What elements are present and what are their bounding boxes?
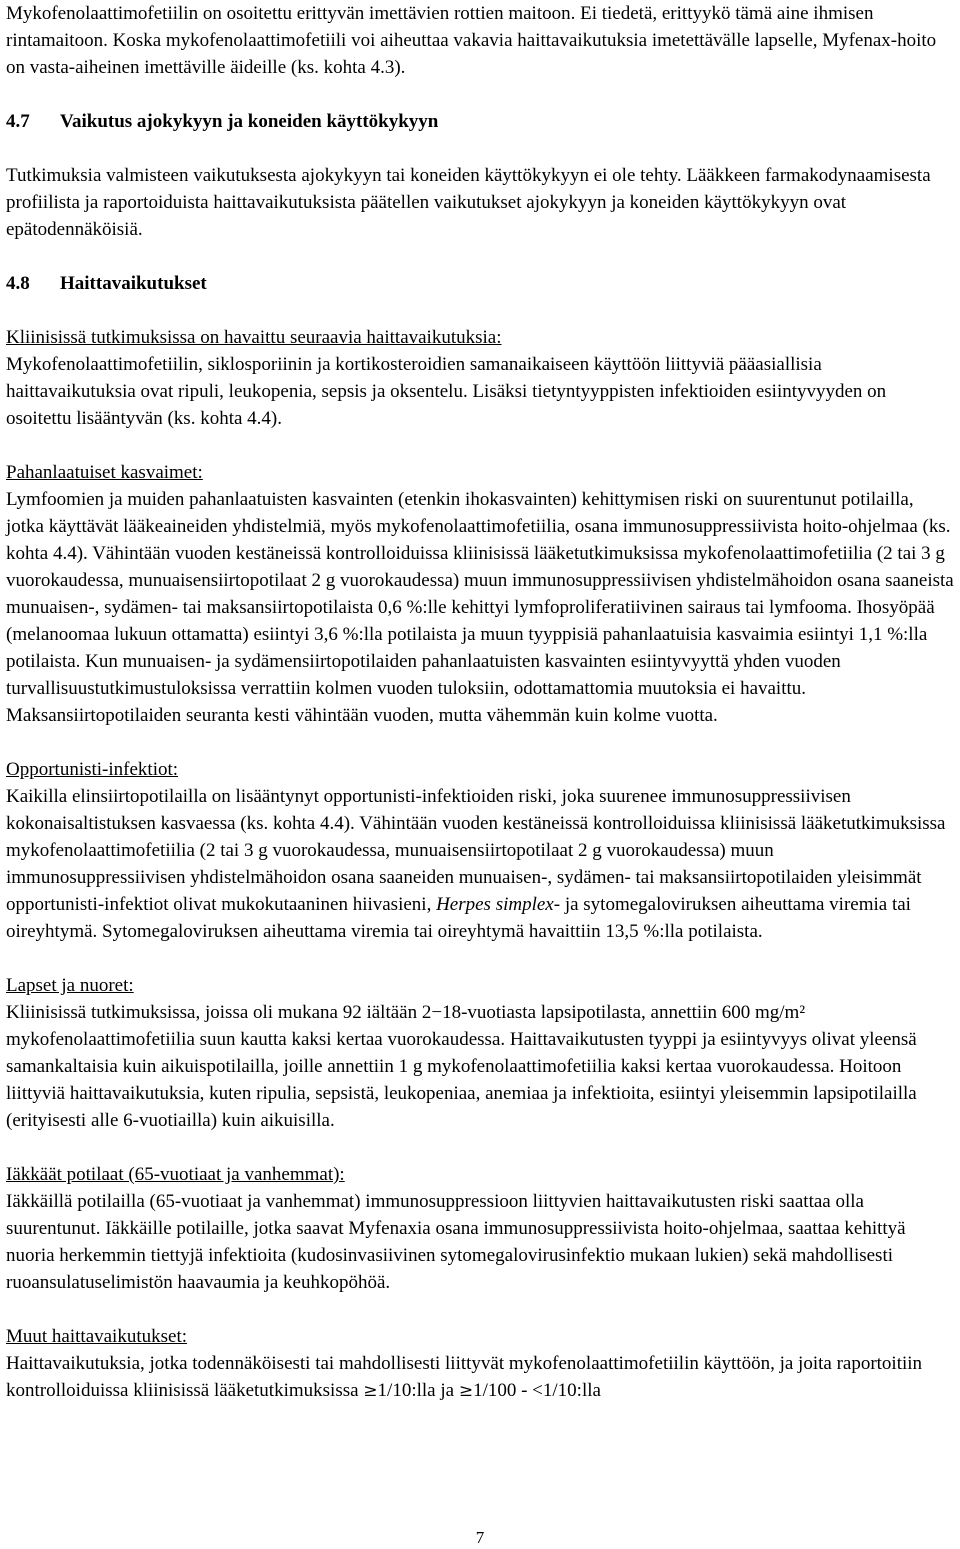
opportunistic-text-1: Kaikilla elinsiirtopotilailla on lisääntynyt opportunisti-infektioiden riski, joka suurenee immunosuppressiivisen kokonaisaltistuksen kasvaessa (ks. kohta 4.4). Vähintään vuoden kestäneissä kontrolloiduissa kliinisissä lääketutkimuksissa mykofenolaattimofetiilia (2 tai 3 g vuorokaudessa, munuaisensiirtopotilaat 2 g vuorokaudessa) muun immunosuppressiivisen yhdistelmähoidon osana saaneiden munuaisen-, sydämen- tai maksansiirtopotilaiden yleisimmät opportunisti-infektiot olivat mukokutaaninen hiivasieni, — [6, 786, 946, 915]
subheading-opportunistic: Opportunisti-infektiot: — [6, 759, 179, 780]
other-text: Haittavaikutuksia, jotka todennäköisesti tai mahdollisesti liittyvät mykofenolaattimofetiilin käyttöön, ja joita raportoitiin kontrolloiduissa kliinisissä lääketutkimuksissa — [6, 1353, 923, 1401]
frequency-a: 1/10:lla ja — [377, 1380, 459, 1401]
subheading-clinical: Kliinisissä tutkimuksissa on havaittu seuraavia haittavaikutuksia: — [6, 327, 502, 348]
pathogen-name: Herpes simplex — [436, 894, 554, 915]
frequency-b: 1/100 - <1/10:lla — [473, 1380, 601, 1401]
opportunistic-text-2: - ja sytomegaloviruksen aiheuttama viremia tai oireyhtymä. Sytomegaloviruksen aiheuttama viremia tai oireyhtymä havaittiin 13,5 %:lla potilaista. — [6, 894, 911, 942]
section-title: Vaikutus ajokykyyn ja koneiden käyttökykyyn — [60, 111, 439, 132]
ge-symbol: ≥ — [363, 1381, 378, 1401]
elderly-body: Iäkkäillä potilailla (65-vuotiaat ja vanhemmat) immunosuppressioon liittyvien haittavaikutusten riski saattaa olla suurentunut. Iäkkäille potilaille, jotka saavat Myfenaxia osana immunosuppressiivista hoito-ohjelmaa, saattaa kehittyä nuoria herkemmin tiettyjä infektioita (kudosinvasiivinen sytomegalovirusinfektio mukaan lukien) sekä mahdollisesti ruoansulatuselimistön haavaumia ja keuhkopöhöä. — [6, 1191, 906, 1293]
intro-paragraph: Mykofenolaattimofetiilin on osoitettu erittyvän imettävien rottien maitoon. Ei tiedetä, erittyykö tämä aine ihmisen rintamaitoon. Koska mykofenolaattimofetiili voi aiheuttaa vakavia haittavaikutuksia imetettävälle lapselle, Myfenax-hoito on vasta-aiheinen imettäville äideille (ks. kohta 4.3). — [6, 3, 937, 78]
section-4-7-body: Tutkimuksia valmisteen vaikutuksesta ajokykyyn tai koneiden käyttökykyyn ei ole tehty. Lääkkeen farmakodynaamisesta profiilista ja raportoiduista haittavaikutuksista päätellen vaikutukset ajokykyyn ja koneiden käyttökykyyn ovat epätodennäköisiä. — [6, 165, 931, 240]
subheading-malignancies: Pahanlaatuiset kasvaimet: — [6, 462, 203, 483]
section-heading-4-8 — [6, 270, 956, 297]
section-number: 4.7 — [6, 111, 30, 132]
opportunistic-body — [6, 783, 956, 945]
clinical-body: Mykofenolaattimofetiilin, siklosporiinin ja kortikosteroidien samanaikaiseen käyttöön liittyviä pääasiallisia haittavaikutuksia ovat ripuli, leukopenia, sepsis ja oksentelu. Lisäksi tietyntyyppisten infektioiden esiintyvyyden on osoitettu lisääntyvän (ks. kohta 4.4). — [6, 354, 887, 429]
page-number: 7 — [475, 1528, 485, 1547]
subheading-other: Muut haittavaikutukset: — [6, 1326, 188, 1347]
malignancies-body: Lymfoomien ja muiden pahanlaatuisten kasvainten (etenkin ihokasvainten) kehittymisen riski on suurentunut potilailla, jotka käyttävät lääkeaineiden yhdistelmiä, myös mykofenolaattimofetiilia, osana immunosuppressiivista hoito-ohjelmaa (ks. kohta 4.4). Vähintään vuoden kestäneissä kontrolloiduissa kliinisissä lääketutkimuksissa mykofenolaattimofetiilia (2 tai 3 g vuorokaudessa, munuaisensiirtopotilaat 2 g vuorokaudessa) muun immunosuppressiivisen yhdistelmähoidon osana saaneista munuaisen-, sydämen- tai maksansiirtopotilaista 0,6 %:lle kehittyi lymfoproliferatiivinen sairaus tai lymfooma. Ihosyöpää (melanoomaa lukuun ottamatta) esiintyi 3,6 %:lla potilaista ja muun tyyppisiä pahanlaatuisia kasvaimia esiintyi 1,1 %:lla potilaista. Kun munuaisen- ja sydämensiirtopotilaiden pahanlaatuisten kasvainten esiintyvyyttä yhden vuoden turvallisuustutkimustuloksissa verrattiin kolmen vuoden tuloksiin, odottamattomia muutoksia ei havaittu. Maksansiirtopotilaiden seuranta kesti vähintään vuoden, mutta vähemmän kuin kolme vuotta. — [6, 489, 954, 726]
section-number: 4.8 — [6, 273, 30, 294]
section-title: Haittavaikutukset — [60, 273, 207, 294]
ge-symbol: ≥ — [458, 1381, 474, 1401]
children-body: Kliinisissä tutkimuksissa, joissa oli mukana 92 iältään 2−18-vuotiasta lapsipotilasta, annettiin 600 mg/m² mykofenolaattimofetiilia suun kautta kaksi kertaa vuorokaudessa. Haittavaikutusten tyyppi ja esiintyvyys olivat yleensä samankaltaisia kuin aikuispotilailla, joille annettiin 1 g mykofenolaattimofetiilia kaksi kertaa vuorokaudessa. Hoitoon liittyviä haittavaikutuksia, kuten ripulia, sepsistä, leukopeniaa, anemiaa ja infektioita, esiintyi yleisemmin lapsipotilailla (erityisesti alle 6-vuotiailla) kuin aikuisilla. — [6, 1002, 917, 1131]
subheading-elderly: Iäkkäät potilaat (65-vuotiaat ja vanhemmat): — [6, 1164, 345, 1185]
section-heading-4-7 — [6, 108, 956, 135]
subheading-children: Lapset ja nuoret: — [6, 975, 134, 996]
document-page — [6, 0, 956, 1405]
other-body — [6, 1350, 956, 1405]
